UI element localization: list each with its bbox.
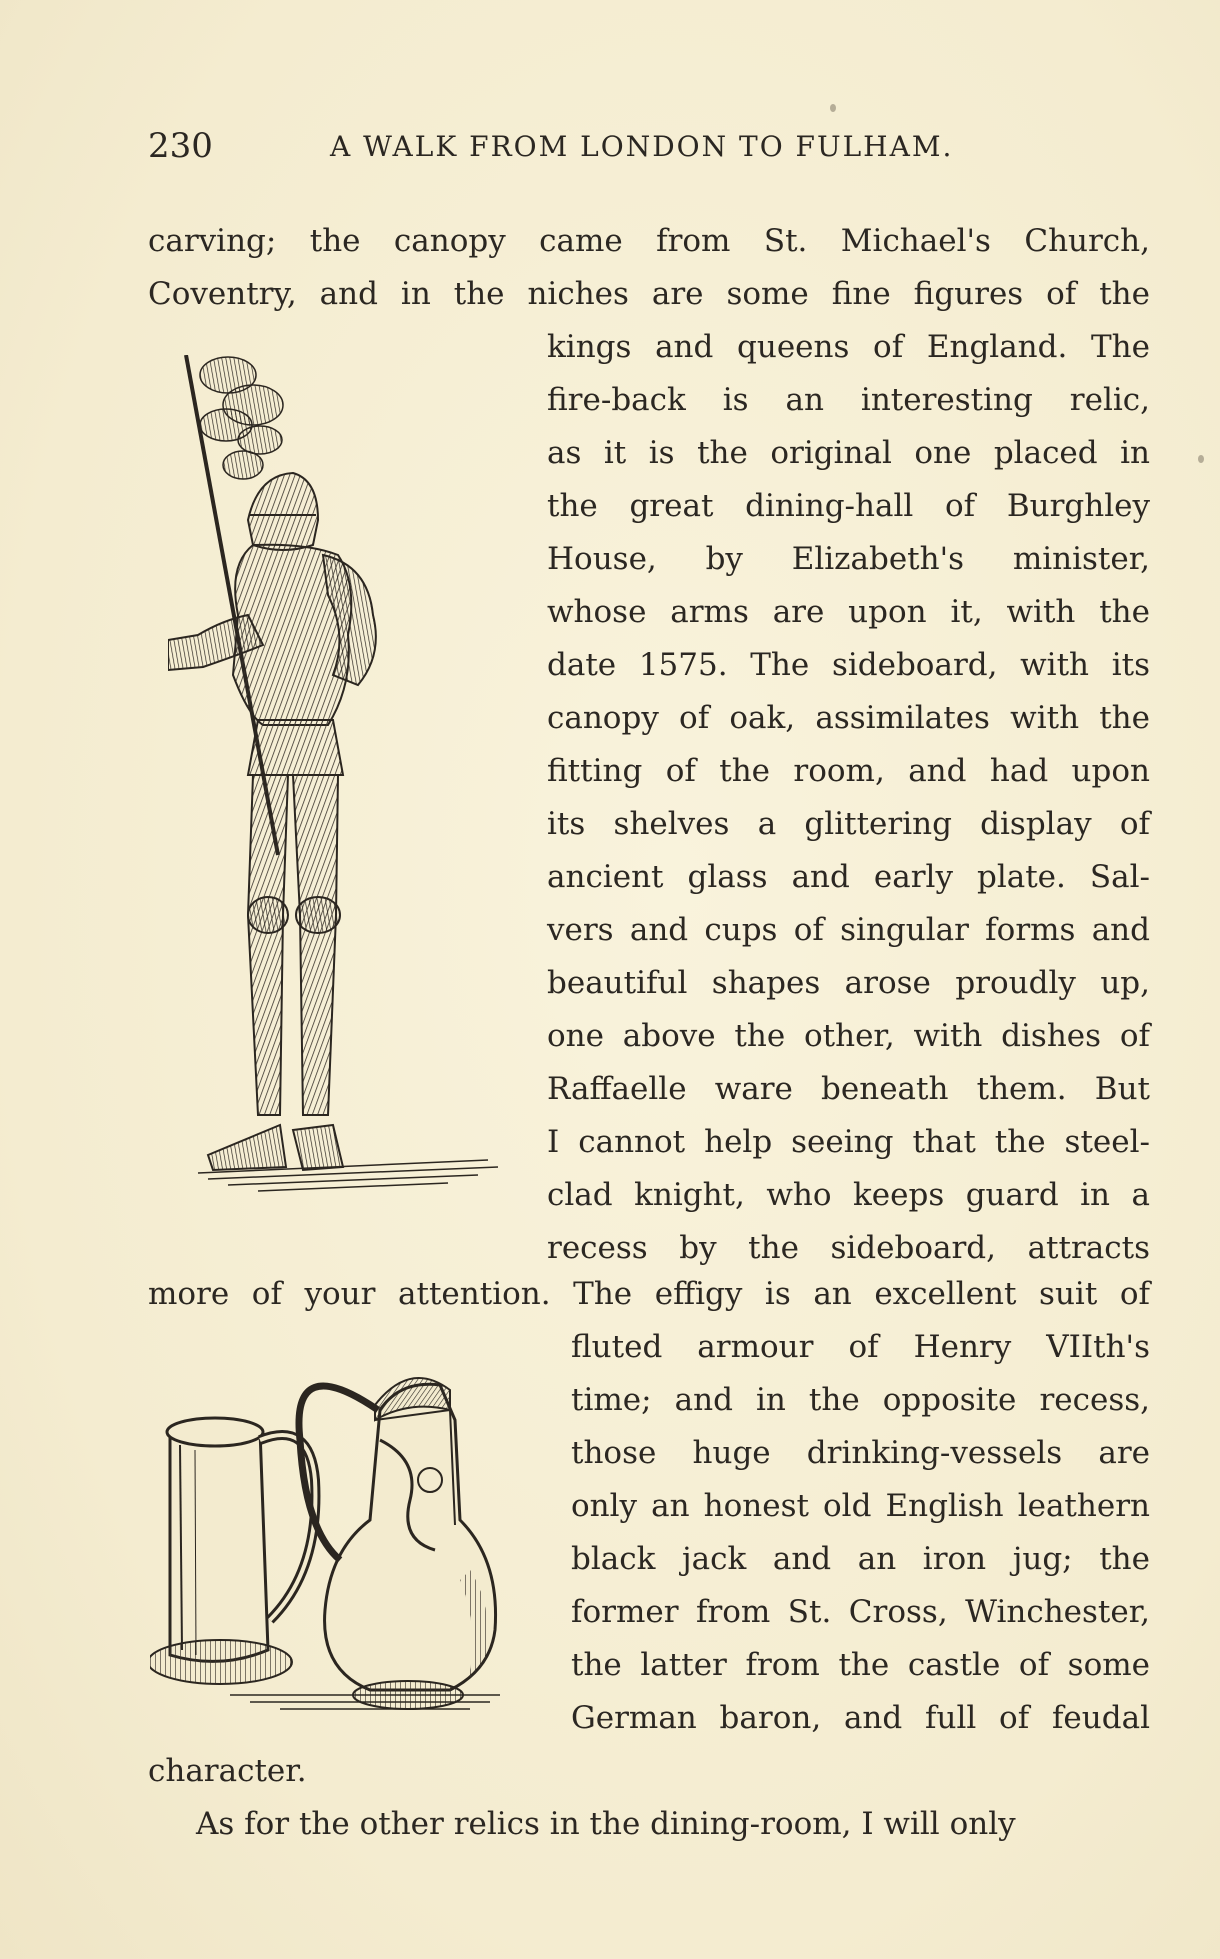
text-line: fluted armour of Henry VIIth's bbox=[571, 1329, 1150, 1365]
paragraph-closing bbox=[148, 1745, 1150, 1851]
text-line: former from St. Cross, Winchester, bbox=[571, 1594, 1150, 1630]
text-line: kings and queens of England. The bbox=[547, 329, 1150, 365]
text-line: fire-back is an interesting relic, bbox=[547, 382, 1150, 418]
text-line: ancient glass and early plate. Sal- bbox=[547, 859, 1150, 895]
text-line: time; and in the opposite recess, bbox=[571, 1382, 1150, 1418]
text-line: the latter from the castle of some bbox=[571, 1647, 1150, 1683]
text-line: fitting of the room, and had upon bbox=[547, 753, 1150, 789]
text-line: its shelves a glittering display of bbox=[547, 806, 1150, 842]
text-line: as it is the original one placed in bbox=[547, 435, 1150, 471]
text-line: those huge drinking-vessels are bbox=[571, 1435, 1150, 1471]
paragraph-opening bbox=[148, 215, 1150, 321]
text-line: I cannot help seeing that the steel- bbox=[547, 1124, 1150, 1160]
page-header bbox=[148, 126, 1148, 170]
text-line: German baron, and full of feudal bbox=[571, 1700, 1150, 1736]
text-line: more of your attention. The effigy is an excellent suit of bbox=[148, 1276, 1150, 1312]
text-line: beautiful shapes arose proudly up, bbox=[547, 965, 1150, 1001]
text-line: recess by the sideboard, attracts bbox=[547, 1230, 1150, 1266]
paragraph-beside-jugs bbox=[571, 1321, 1150, 1745]
text-line: character. bbox=[148, 1753, 307, 1789]
text-line: Coventry, and in the niches are some fine figures of the bbox=[148, 276, 1150, 312]
text-line: only an honest old English leathern bbox=[571, 1488, 1150, 1524]
text-line: carving; the canopy came from St. Michael's Church, bbox=[148, 223, 1150, 259]
text-line: one above the other, with dishes of bbox=[547, 1018, 1150, 1054]
print-speck bbox=[830, 104, 836, 112]
text-line: vers and cups of singular forms and bbox=[547, 912, 1150, 948]
page-number: 230 bbox=[148, 126, 213, 166]
knight-in-armour-icon bbox=[168, 355, 520, 1235]
text-line: House, by Elizabeth's minister, bbox=[547, 541, 1150, 577]
text-line: black jack and an iron jug; the bbox=[571, 1541, 1150, 1577]
paragraph-beside-knight bbox=[547, 321, 1150, 1275]
text-line: the great dining-hall of Burghley bbox=[547, 488, 1150, 524]
print-speck bbox=[1198, 455, 1204, 463]
text-line: As for the other relics in the dining-room, I will only bbox=[196, 1806, 1016, 1842]
running-title: A WALK FROM LONDON TO FULHAM. bbox=[330, 130, 954, 163]
text-line: date 1575. The sideboard, with its bbox=[547, 647, 1150, 683]
text-line: whose arms are upon it, with the bbox=[547, 594, 1150, 630]
text-line: Raffaelle ware beneath them. But bbox=[547, 1071, 1150, 1107]
text-line: clad knight, who keeps guard in a bbox=[547, 1177, 1150, 1213]
black-jack-and-iron-jug-icon bbox=[150, 1350, 545, 1750]
paragraph-full-width bbox=[148, 1268, 1150, 1321]
text-line: canopy of oak, assimilates with the bbox=[547, 700, 1150, 736]
